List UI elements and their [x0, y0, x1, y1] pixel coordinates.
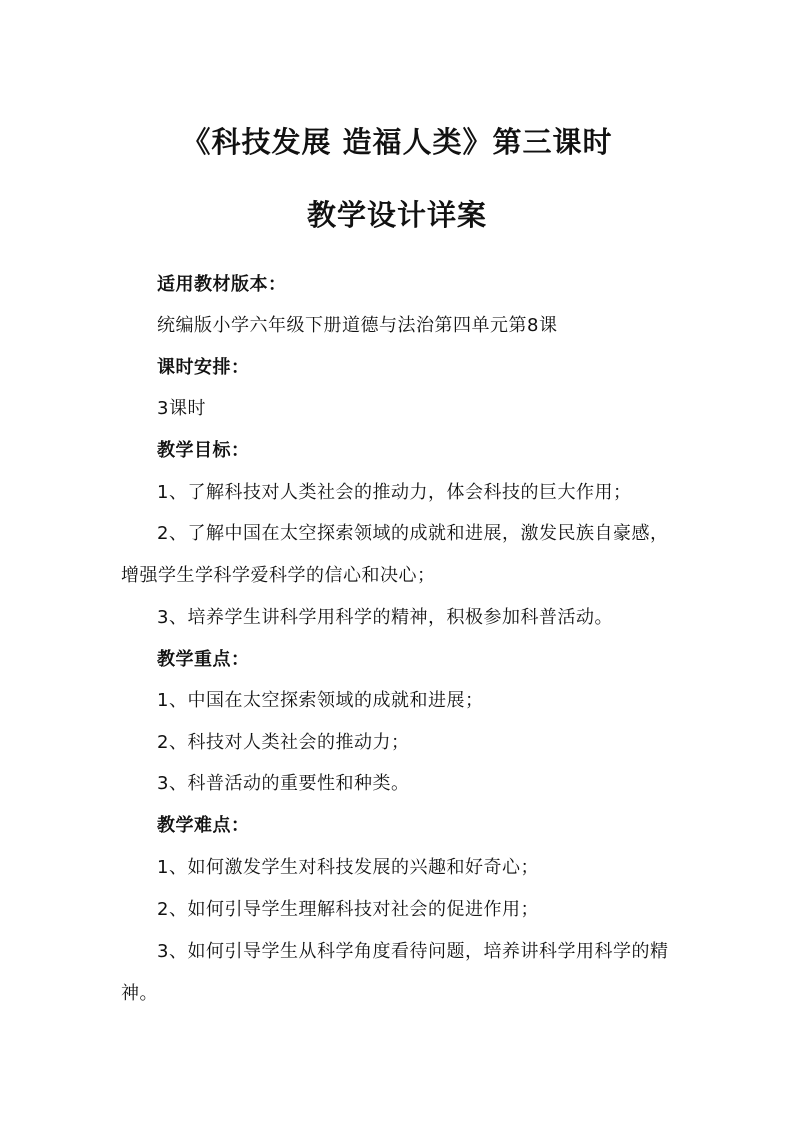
objective-item-3: 3、培养学生讲科学用科学的精神，积极参加科普活动。: [157, 607, 613, 628]
schedule-content: 3课时: [157, 398, 206, 419]
difficulties-heading: 教学难点：: [157, 815, 250, 836]
key-point-item-3: 3、科普活动的重要性和种类。: [157, 773, 410, 794]
schedule-heading: 课时安排：: [157, 357, 250, 378]
objective-item-2-line-1: 2、了解中国在太空探索领域的成就和进展，激发民族自豪感，: [157, 523, 669, 544]
objective-item-2-line-2: 增强学生学科学爱科学的信心和决心；: [121, 565, 436, 586]
difficulty-item-2: 2、如何引导学生理解科技对社会的促进作用；: [157, 899, 539, 920]
textbook-content: 统编版小学六年级下册道德与法治第四单元第8课: [157, 315, 558, 336]
key-points-heading: 教学重点：: [157, 649, 250, 670]
difficulty-item-1: 1、如何激发学生对科技发展的兴趣和好奇心；: [157, 857, 539, 878]
key-point-item-1: 1、中国在太空探索领域的成就和进展；: [157, 690, 484, 711]
objective-item-1: 1、了解科技对人类社会的推动力，体会科技的巨大作用；: [157, 482, 632, 503]
difficulty-item-3-line-2: 神。: [121, 983, 158, 1004]
document-title-line-2: 教学设计详案: [306, 198, 487, 232]
document-title-line-1: 《科技发展 造福人类》第三课时: [181, 125, 613, 159]
objectives-heading: 教学目标：: [157, 440, 250, 461]
difficulty-item-3-line-1: 3、如何引导学生从科学角度看待问题，培养讲科学用科学的精: [157, 941, 669, 962]
textbook-heading: 适用教材版本：: [157, 274, 287, 295]
key-point-item-2: 2、科技对人类社会的推动力；: [157, 732, 410, 753]
